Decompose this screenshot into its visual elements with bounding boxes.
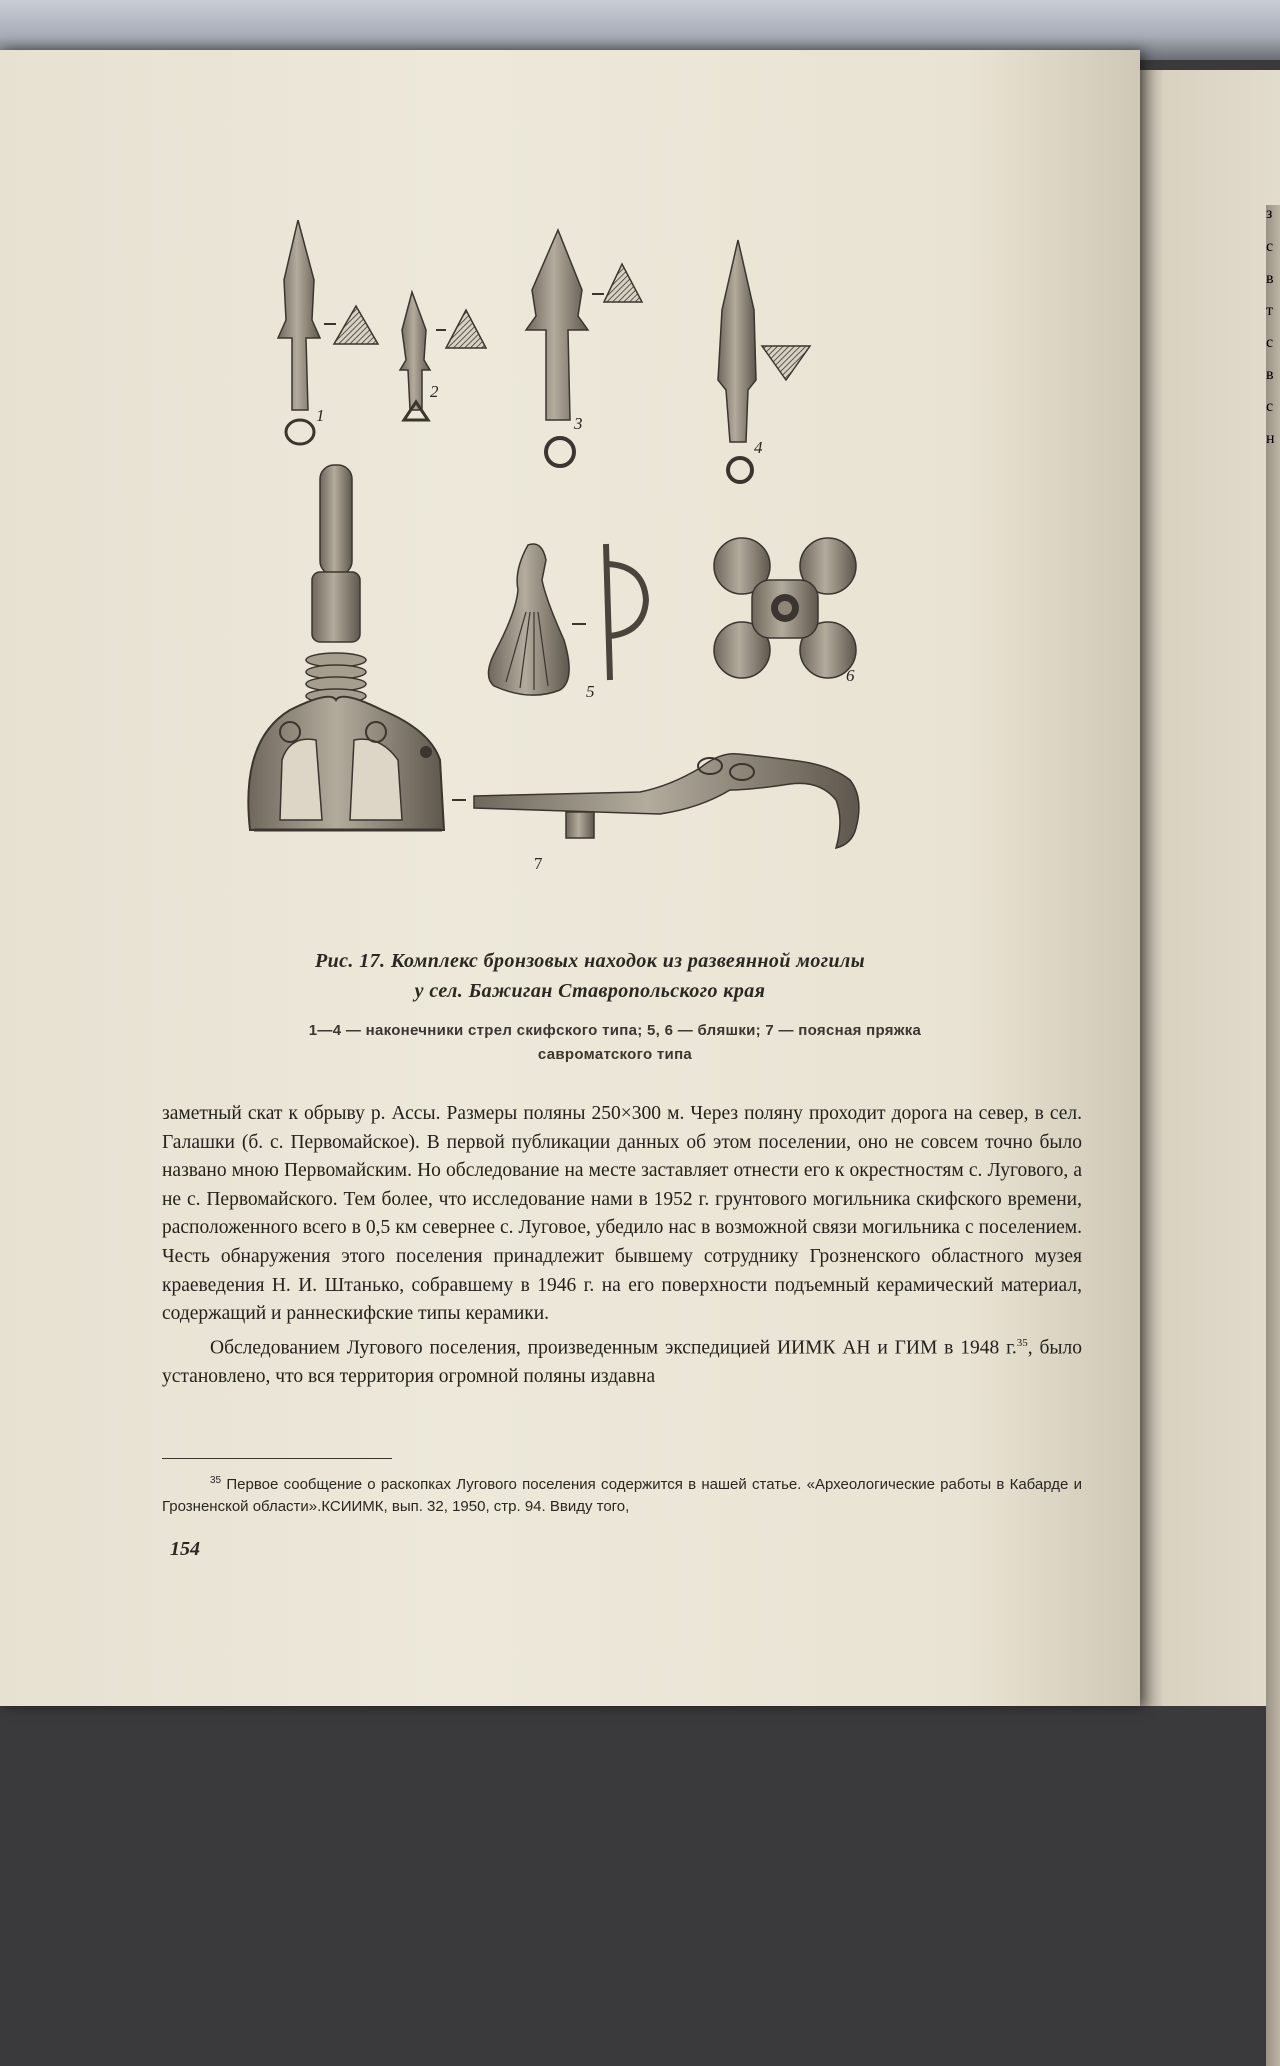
paragraph: заметный скат к обрыву р. Ассы. Размеры поляны 250×300 м. Через поляну проходит дорога на север, в сел. Галашки (б. с. Первомайское). В первой публикации данных об этом поселении, оно не совсем точно было названо мною Первомайским. Но обследование на месте заставляет отнести его к окрестностям с. Лугового, а не с. Первомайского. Тем более, что исследование нами в 1952 г. грунтового могильника скифского времени, расположенного всего в 0,5 км севернее с. Луговое, убедило нас в возможной связи могильника с поселением. Честь обнаружения этого поселения принадлежит бывшему сотруднику Грозненского областного музея краеведения Н. И. Штанько, собравшему в 1946 г. на его поверхности подъемный керамический материал, содержащий и раннескифские типы керамики. xyxy=(162,1103,1082,1325)
facing-page-letter: в xyxy=(1266,270,1280,1906)
plaque-6 xyxy=(714,538,856,678)
figure-caption-line-1: Рис. 17. Комплекс бронзовых находок из развеянной могилы xyxy=(315,950,865,972)
figure-label-3: 3 xyxy=(574,414,583,433)
figure-label-5: 5 xyxy=(586,682,595,701)
plaque-5 xyxy=(488,544,646,695)
paragraph-text: , было установлено, что вся территория огромной поляны издавна xyxy=(162,1337,1082,1387)
arrowhead-4 xyxy=(718,240,810,482)
facing-page-letter: в xyxy=(1266,366,1280,2002)
figure-caption-line-2: у сел. Бажиган Ставропольского края xyxy=(414,980,766,1002)
arrowhead-2 xyxy=(400,292,486,420)
figure-legend-line-1: 1—4 — наконечники стрел скифского типа; 5, 6 — бляшки; 7 — поясная пряжка xyxy=(308,1022,922,1039)
facing-page-letter: с xyxy=(1266,398,1280,2034)
paragraph xyxy=(162,1329,1082,1392)
facing-page-letter: с xyxy=(1266,334,1280,1970)
footnote-paragraph xyxy=(162,1470,1082,1518)
facing-page-letter: н xyxy=(1266,430,1280,2066)
facing-page-letter: т xyxy=(1266,302,1280,1938)
footnote xyxy=(162,1470,1082,1518)
figure-bronze-finds xyxy=(230,220,950,910)
facing-page-letter: з xyxy=(1266,205,1280,1841)
facing-page-letter: с xyxy=(1266,238,1280,1874)
footnote-marker: 35 xyxy=(210,1475,222,1486)
paragraph-text: Обследованием Лугового поселения, произведенным экспедицией ИИМК АН и ГИМ в 1948 г. xyxy=(210,1337,1017,1359)
figure-label-6: 6 xyxy=(846,666,855,685)
belt-buckle-side xyxy=(452,754,859,848)
arrowhead-3 xyxy=(526,230,642,466)
page-number: 154 xyxy=(170,1538,200,1560)
body-text xyxy=(162,1100,1082,1391)
figure-label-4: 4 xyxy=(754,438,763,457)
figure-label-7: 7 xyxy=(534,854,543,873)
footnote-reference[interactable]: 35 xyxy=(1016,1336,1028,1349)
figure-illustration xyxy=(230,220,950,910)
figure-label-1: 1 xyxy=(316,406,325,425)
figure-legend-line-2: савроматского типа xyxy=(537,1046,693,1063)
footnote-text: Первое сообщение о раскопках Лугового поселения содержится в нашей статье. «Археологические работы в Кабарде и Грозненской области».КСИИМК, вып. 32, 1950, стр. 94. Ввиду того, xyxy=(162,1476,1082,1515)
belt-buckle-front xyxy=(248,465,444,830)
figure-label-2: 2 xyxy=(430,382,439,401)
facing-page-edge xyxy=(1138,70,1280,1706)
footnote-separator xyxy=(162,1458,392,1459)
arrowhead-1 xyxy=(278,220,378,444)
